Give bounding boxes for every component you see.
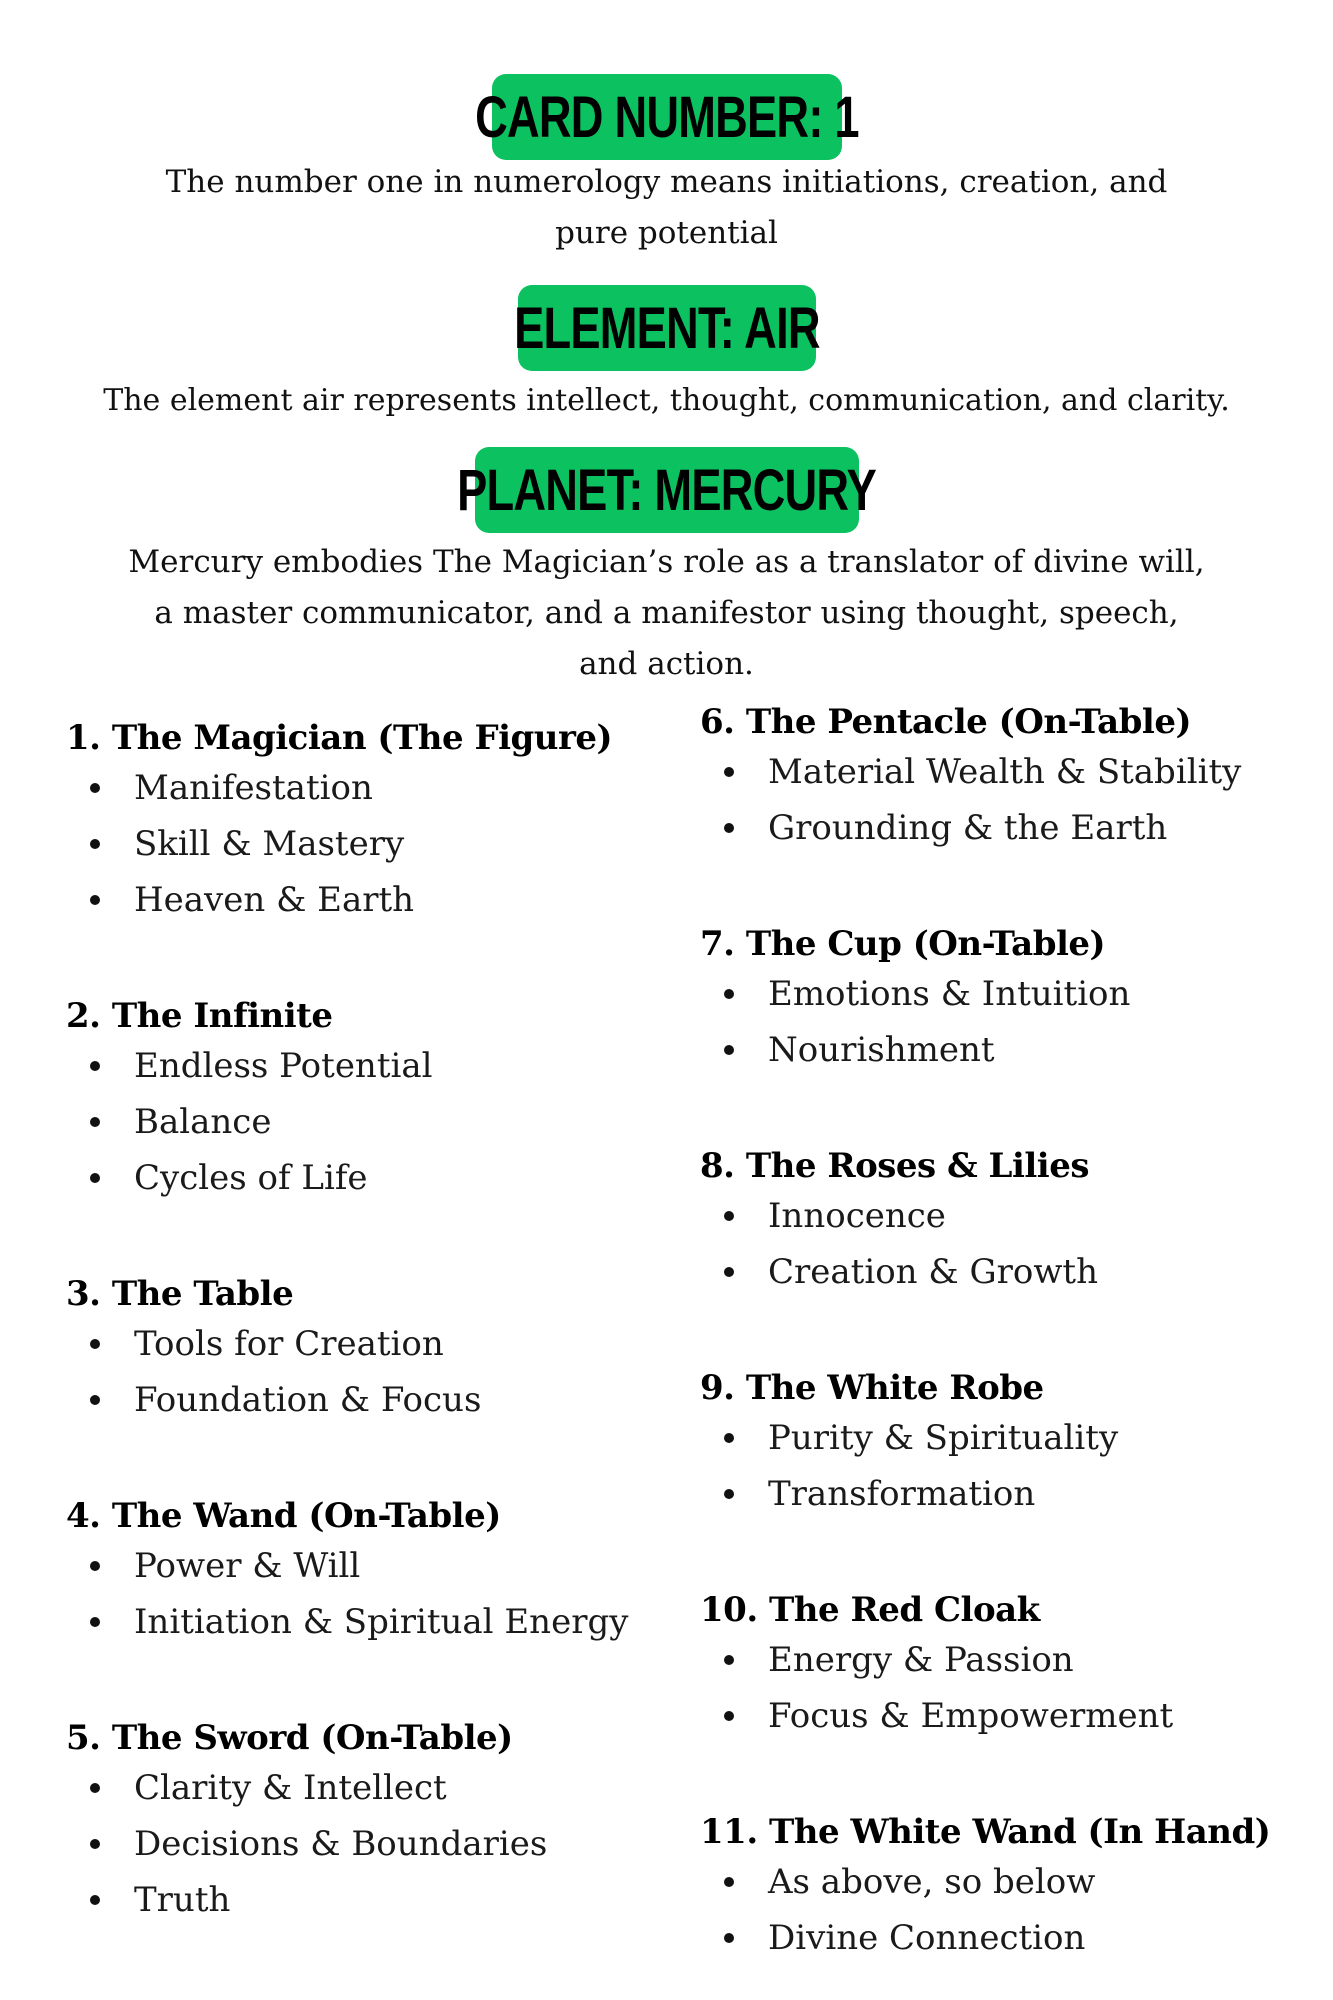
meaning-item: Creation & Growth <box>700 1244 1098 1300</box>
planet-description-line3: and action. <box>579 646 754 682</box>
meaning-item: Endless Potential <box>66 1038 433 1094</box>
meaning-item: Energy & Passion <box>700 1632 1173 1688</box>
element-description: The element air represents intellect, thought, communication, and clarity. <box>103 383 1230 418</box>
bullet-icon <box>724 1711 734 1721</box>
bullet-icon <box>90 1173 100 1183</box>
symbol-heading: 3. The Table <box>66 1274 294 1314</box>
meaning-item: Tools for Creation <box>66 1316 481 1372</box>
symbol-meanings <box>700 1410 1118 1522</box>
meaning-item: Clarity & Intellect <box>66 1760 547 1816</box>
meaning-item: Emotions & Intuition <box>700 966 1130 1022</box>
bullet-icon <box>724 767 734 777</box>
planet-description-line1: Mercury embodies The Magician’s role as a translator of divine will, <box>128 544 1205 580</box>
meaning-item: Decisions & Boundaries <box>66 1816 547 1872</box>
symbol-heading: 4. The Wand (On-Table) <box>66 1496 501 1536</box>
meaning-item: Focus & Empowerment <box>700 1688 1173 1744</box>
meaning-item: Grounding & the Earth <box>700 800 1241 856</box>
bullet-icon <box>724 1933 734 1943</box>
bullet-icon <box>724 1877 734 1887</box>
symbol-section <box>66 716 612 928</box>
symbol-meanings <box>66 1538 628 1650</box>
symbol-meanings <box>700 1188 1098 1300</box>
bullet-icon <box>724 823 734 833</box>
symbol-section <box>66 1716 547 1928</box>
meaning-item: Manifestation <box>66 760 612 816</box>
bullet-icon <box>90 1339 100 1349</box>
symbol-meanings <box>700 966 1130 1078</box>
meaning-item: Truth <box>66 1872 547 1928</box>
meaning-item: Transformation <box>700 1466 1118 1522</box>
meaning-item: Purity & Spirituality <box>700 1410 1118 1466</box>
meaning-item: Foundation & Focus <box>66 1372 481 1428</box>
symbol-heading: 8. The Roses & Lilies <box>700 1146 1089 1186</box>
bullet-icon <box>90 1117 100 1127</box>
bullet-icon <box>724 1489 734 1499</box>
meaning-item: Skill & Mastery <box>66 816 612 872</box>
card-number-description-line2: pure potential <box>555 215 778 251</box>
planet-description-line2: a master communicator, and a manifestor using thought, speech, <box>154 595 1179 631</box>
bullet-icon <box>724 1045 734 1055</box>
symbol-meanings <box>66 1038 433 1206</box>
symbol-section <box>700 922 1130 1078</box>
meaning-item: Cycles of Life <box>66 1150 433 1206</box>
planet-label: PLANET: MERCURY <box>457 457 876 523</box>
element-label: ELEMENT: AIR <box>513 295 820 361</box>
symbol-meanings <box>700 744 1241 856</box>
bullet-icon <box>724 1433 734 1443</box>
meaning-item: Innocence <box>700 1188 1098 1244</box>
bullet-icon <box>90 1617 100 1627</box>
bullet-icon <box>90 1061 100 1071</box>
symbol-section <box>66 1272 481 1428</box>
card-number-label: CARD NUMBER: 1 <box>474 84 859 150</box>
symbol-section <box>700 1144 1098 1300</box>
bullet-icon <box>724 1211 734 1221</box>
meaning-item: Power & Will <box>66 1538 628 1594</box>
meaning-item: Nourishment <box>700 1022 1130 1078</box>
meaning-item: Material Wealth & Stability <box>700 744 1241 800</box>
card-number-description <box>0 157 1333 259</box>
bullet-icon <box>90 783 100 793</box>
symbol-section <box>700 1810 1270 1966</box>
meaning-item: Heaven & Earth <box>66 872 612 928</box>
symbol-section <box>700 1588 1173 1744</box>
bullet-icon <box>724 1267 734 1277</box>
symbol-heading: 5. The Sword (On-Table) <box>66 1718 513 1758</box>
symbol-heading: 6. The Pentacle (On-Table) <box>700 702 1192 742</box>
symbol-section <box>66 1494 628 1650</box>
symbol-heading: 11. The White Wand (In Hand) <box>700 1812 1271 1852</box>
symbol-section <box>66 994 433 1206</box>
card-number-badge <box>474 74 859 160</box>
meaning-item: As above, so below <box>700 1854 1270 1910</box>
symbol-heading: 7. The Cup (On-Table) <box>700 924 1106 964</box>
symbol-heading: 1. The Magician (The Figure) <box>66 718 613 758</box>
planet-badge <box>457 447 876 533</box>
meaning-item: Divine Connection <box>700 1910 1270 1966</box>
card-number-description-line1: The number one in numerology means initiations, creation, and <box>165 164 1168 200</box>
symbol-meanings <box>66 1760 547 1928</box>
symbol-meanings <box>700 1854 1270 1966</box>
bullet-icon <box>90 1783 100 1793</box>
bullet-icon <box>90 1395 100 1405</box>
symbol-heading: 10. The Red Cloak <box>700 1590 1040 1630</box>
symbol-meanings <box>66 760 612 928</box>
element-badge <box>513 285 820 371</box>
symbol-section <box>700 700 1241 856</box>
bullet-icon <box>90 895 100 905</box>
bullet-icon <box>90 839 100 849</box>
symbol-section <box>700 1366 1118 1522</box>
bullet-icon <box>90 1561 100 1571</box>
symbol-heading: 9. The White Robe <box>700 1368 1044 1408</box>
meaning-item: Initiation & Spiritual Energy <box>66 1594 628 1650</box>
symbol-meanings <box>66 1316 481 1428</box>
bullet-icon <box>90 1839 100 1849</box>
bullet-icon <box>724 1655 734 1665</box>
bullet-icon <box>724 989 734 999</box>
bullet-icon <box>90 1895 100 1905</box>
planet-description <box>0 537 1333 690</box>
symbol-meanings <box>700 1632 1173 1744</box>
symbol-heading: 2. The Infinite <box>66 996 333 1036</box>
meaning-item: Balance <box>66 1094 433 1150</box>
